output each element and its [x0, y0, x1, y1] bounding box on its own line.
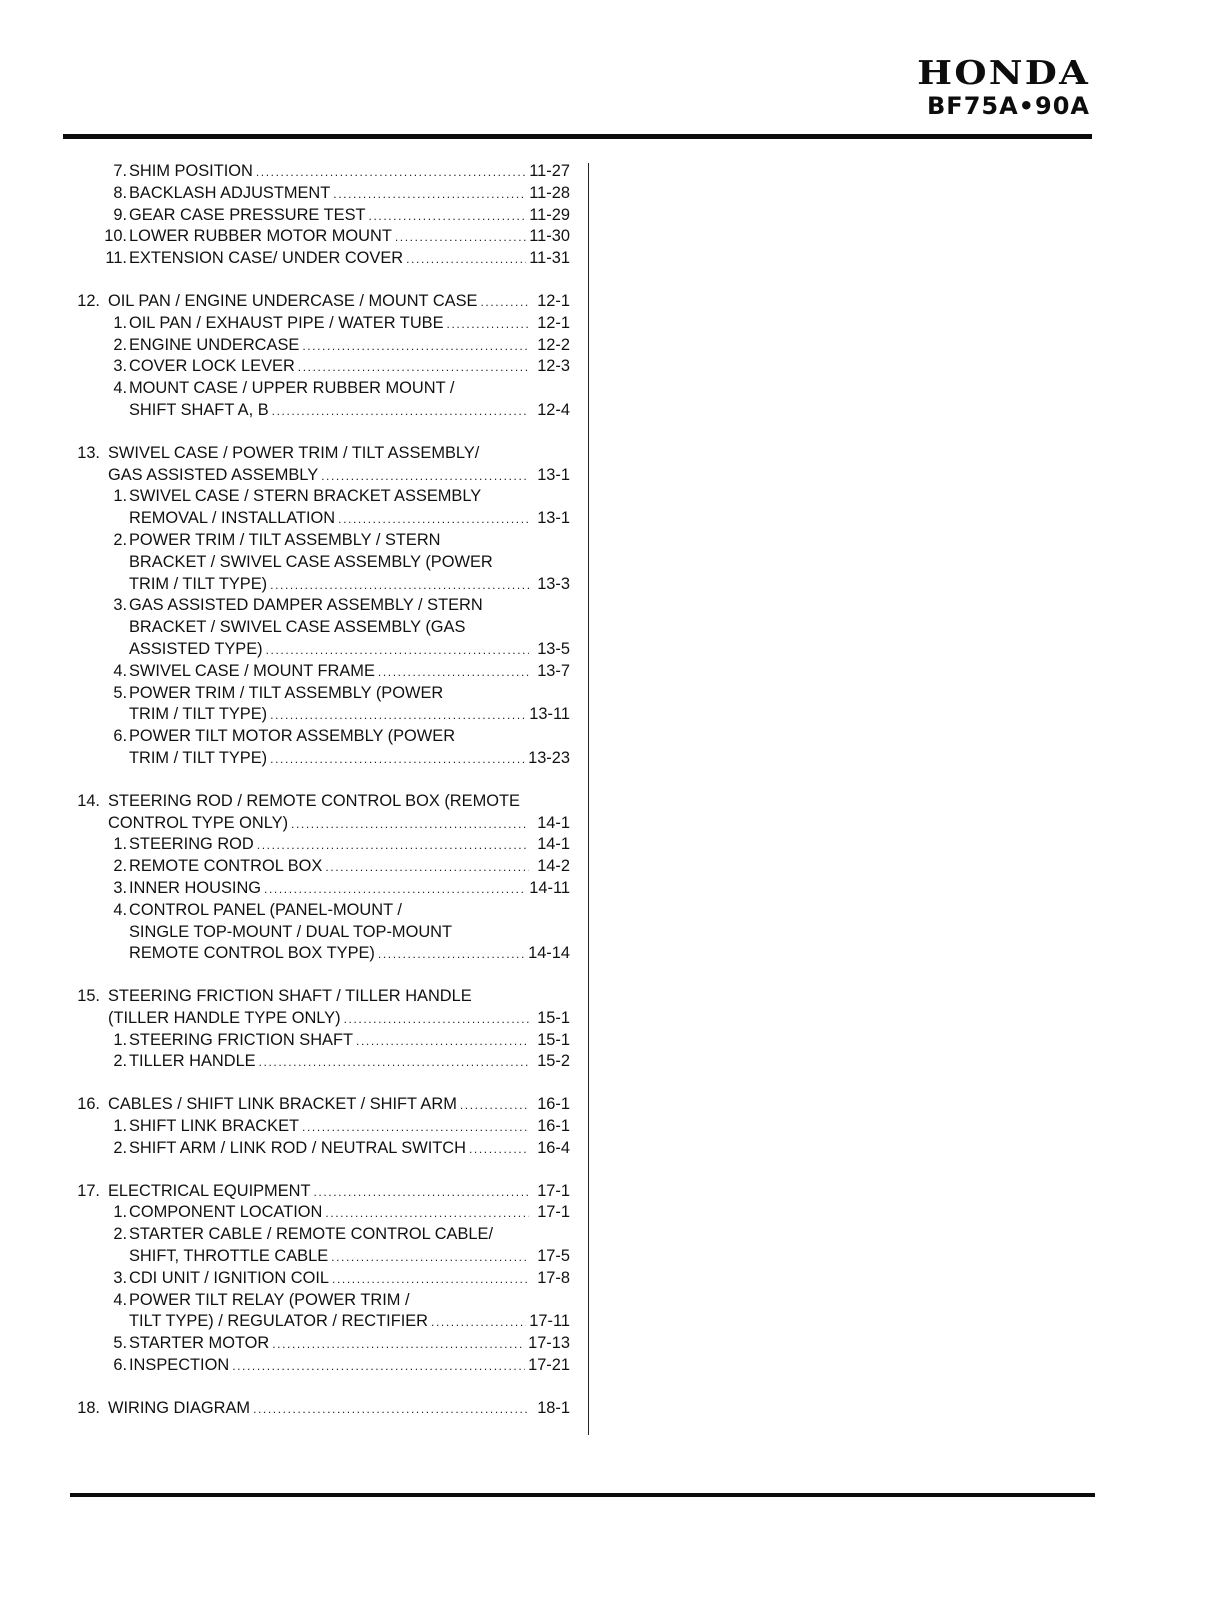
dot-leader	[325, 1203, 529, 1225]
dot-leader	[270, 705, 526, 727]
entry-title: MOUNT CASE / UPPER RUBBER MOUNT /	[129, 379, 455, 398]
page-number: 13-1	[537, 509, 570, 528]
page-number: 11-27	[529, 162, 570, 180]
page-number: 17-21	[528, 1356, 570, 1375]
page-number: 13-3	[537, 574, 570, 593]
page-number: 14-14	[528, 944, 570, 963]
dot-leader	[298, 357, 529, 379]
entry-title: ELECTRICAL EQUIPMENT	[108, 1181, 311, 1200]
dot-leader	[321, 466, 529, 488]
dot-leader	[266, 640, 529, 662]
page-number: 13-11	[529, 705, 570, 724]
entry-title: POWER TILT MOTOR ASSEMBLY (POWER	[129, 727, 456, 746]
toc-entry	[70, 530, 570, 552]
top-rule	[63, 134, 1092, 139]
entry-title: TRIM / TILT TYPE)	[129, 574, 268, 593]
entry-title: BACKLASH ADJUSTMENT	[129, 183, 331, 202]
page-number: 11-30	[529, 227, 570, 246]
toc-entry[interactable]	[70, 1333, 570, 1355]
page-number: 14-1	[537, 813, 570, 832]
toc-entry[interactable]	[70, 639, 570, 661]
entry-title: SHIFT, THROTTLE CABLE	[129, 1247, 329, 1266]
entry-title: CABLES / SHIFT LINK BRACKET / SHIFT ARM	[108, 1095, 457, 1114]
section-heading[interactable]	[70, 1398, 570, 1420]
toc-entry[interactable]	[70, 704, 570, 726]
page-number: 12-1	[537, 313, 570, 332]
entry-number: 2.	[113, 530, 127, 549]
toc-entry[interactable]	[70, 226, 570, 248]
toc-entry[interactable]	[70, 1355, 570, 1377]
page-number: 17-1	[537, 1203, 570, 1222]
page-number: 11-28	[529, 183, 570, 202]
entry-number: 6.	[113, 1356, 127, 1375]
dot-leader	[272, 401, 529, 423]
page-number: 17-11	[529, 1312, 570, 1331]
toc-entry[interactable]	[70, 1311, 570, 1333]
dot-leader	[356, 1031, 529, 1053]
entry-number: 11.	[105, 249, 127, 268]
toc-entry	[70, 595, 570, 617]
dot-leader	[253, 1399, 529, 1421]
page-number: 18-1	[537, 1398, 570, 1417]
page-number: 16-1	[537, 1117, 570, 1136]
entry-title: CDI UNIT / IGNITION COIL	[129, 1268, 330, 1287]
section-heading[interactable]	[70, 1008, 570, 1030]
entry-title: STARTER MOTOR	[129, 1334, 270, 1353]
dot-leader	[469, 1139, 529, 1161]
entry-title: GAS ASSISTED DAMPER ASSEMBLY / STERN	[129, 596, 483, 615]
entry-title: TRIM / TILT TYPE)	[129, 748, 268, 767]
entry-title: LOWER RUBBER MOTOR MOUNT	[129, 227, 392, 246]
toc-entry[interactable]	[70, 1116, 570, 1138]
page-number: 11-29	[529, 205, 570, 224]
entry-number: 4.	[113, 900, 127, 919]
toc-entry[interactable]	[70, 356, 570, 378]
entry-title: POWER TRIM / TILT ASSEMBLY / STERN	[129, 530, 441, 549]
dot-leader	[270, 575, 529, 597]
dot-leader	[256, 162, 526, 184]
dot-leader	[338, 509, 529, 531]
toc-entry[interactable]	[70, 313, 570, 335]
dot-leader	[257, 835, 529, 857]
toc-entry	[70, 378, 570, 400]
page-number: 14-1	[537, 835, 570, 854]
toc-entry[interactable]	[70, 205, 570, 227]
entry-title: (TILLER HANDLE TYPE ONLY)	[108, 1008, 341, 1027]
dot-leader	[302, 1117, 529, 1139]
toc-entry[interactable]	[70, 508, 570, 530]
entry-title: CONTROL TYPE ONLY)	[108, 813, 289, 832]
toc-entry	[70, 900, 570, 922]
entry-title: COMPONENT LOCATION	[129, 1203, 323, 1222]
page-number: 17-5	[537, 1247, 570, 1266]
toc-entry[interactable]	[70, 1138, 570, 1160]
toc-entry	[70, 617, 570, 639]
toc-section-11-cont	[70, 161, 570, 270]
toc-entry[interactable]	[70, 335, 570, 357]
entry-number: 1.	[113, 313, 127, 332]
entry-title: BRACKET / SWIVEL CASE ASSEMBLY (POWER	[129, 552, 493, 571]
toc-section-12	[70, 291, 570, 422]
section-heading	[70, 986, 570, 1008]
entry-number: 1.	[113, 1203, 127, 1222]
dot-leader	[232, 1356, 525, 1378]
entry-title: COVER LOCK LEVER	[129, 357, 295, 376]
entry-title: STEERING FRICTION SHAFT	[129, 1030, 354, 1049]
toc-entry	[70, 683, 570, 705]
page-number: 14-11	[529, 878, 570, 897]
entry-title: SWIVEL CASE / MOUNT FRAME	[129, 661, 375, 680]
toc-entry[interactable]	[70, 748, 570, 770]
entry-title: POWER TILT RELAY (POWER TRIM /	[129, 1290, 410, 1309]
dot-leader	[447, 314, 529, 336]
entry-number: 12.	[77, 291, 100, 310]
toc-entry[interactable]	[70, 856, 570, 878]
entry-title: SHIM POSITION	[129, 162, 253, 180]
entry-title: TILT TYPE) / REGULATOR / RECTIFIER	[129, 1312, 429, 1331]
section-heading[interactable]	[70, 291, 570, 313]
dot-leader	[314, 1182, 530, 1204]
toc-entry	[70, 726, 570, 748]
toc-section-13	[70, 443, 570, 770]
entry-number: 2.	[113, 857, 127, 876]
toc-entry[interactable]	[70, 248, 570, 270]
section-heading[interactable]	[70, 1094, 570, 1116]
entry-title: SWIVEL CASE / POWER TRIM / TILT ASSEMBLY/	[108, 443, 480, 462]
page-number: 13-7	[537, 661, 570, 680]
page-number: 12-4	[537, 400, 570, 419]
page-number: 12-2	[537, 335, 570, 354]
entry-title: REMOVAL / INSTALLATION	[129, 509, 336, 528]
toc-entry[interactable]	[70, 183, 570, 205]
entry-number: 5.	[113, 1334, 127, 1353]
entry-number: 4.	[113, 661, 127, 680]
entry-number: 2.	[113, 1138, 127, 1157]
toc-entry[interactable]	[70, 161, 570, 183]
section-heading[interactable]	[70, 465, 570, 487]
page-number: 13-23	[528, 748, 570, 767]
entry-number: 2.	[113, 335, 127, 354]
entry-title: POWER TRIM / TILT ASSEMBLY (POWER	[129, 683, 444, 702]
dot-leader	[480, 292, 529, 314]
page-number: 11-31	[529, 249, 570, 268]
entry-title: REMOTE CONTROL BOX TYPE)	[129, 944, 375, 963]
toc-entry[interactable]	[70, 1030, 570, 1052]
entry-number: 3.	[113, 878, 127, 897]
entry-number: 1.	[113, 1117, 127, 1136]
toc-entry[interactable]	[70, 943, 570, 965]
entry-title: CONTROL PANEL (PANEL-MOUNT /	[129, 900, 402, 919]
page-number: 14-2	[537, 857, 570, 876]
entry-number: 4.	[113, 1290, 127, 1309]
entry-title: GEAR CASE PRESSURE TEST	[129, 205, 366, 224]
entry-title: STEERING ROD	[129, 835, 254, 854]
entry-number: 14.	[77, 791, 100, 810]
table-of-contents	[70, 161, 570, 1441]
toc-section-14	[70, 791, 570, 965]
dot-leader	[331, 1247, 529, 1269]
entry-title: WIRING DIAGRAM	[108, 1398, 251, 1417]
entry-number: 13.	[77, 443, 100, 462]
toc-section-15	[70, 986, 570, 1073]
entry-number: 1.	[113, 835, 127, 854]
entry-title: EXTENSION CASE/ UNDER COVER	[129, 249, 404, 268]
dot-leader	[333, 184, 526, 206]
toc-entry[interactable]	[70, 1202, 570, 1224]
entry-title: STEERING FRICTION SHAFT / TILLER HANDLE	[108, 987, 472, 1006]
entry-title: SWIVEL CASE / STERN BRACKET ASSEMBLY	[129, 487, 482, 506]
entry-title: BRACKET / SWIVEL CASE ASSEMBLY (GAS	[129, 618, 466, 637]
entry-title: ASSISTED TYPE)	[129, 639, 263, 658]
bottom-rule	[70, 1493, 1095, 1497]
entry-number: 3.	[113, 1268, 127, 1287]
toc-entry	[70, 1290, 570, 1312]
page-number: 17-8	[537, 1268, 570, 1287]
header-brand	[917, 53, 1090, 120]
entry-number: 2.	[113, 1225, 127, 1244]
dot-leader	[378, 944, 525, 966]
page-number: 17-1	[537, 1181, 570, 1200]
entry-title: INSPECTION	[129, 1356, 230, 1375]
toc-entry[interactable]	[70, 1051, 570, 1073]
entry-title: OIL PAN / ENGINE UNDERCASE / MOUNT CASE	[108, 291, 478, 310]
toc-section-18	[70, 1398, 570, 1420]
entry-title: OIL PAN / EXHAUST PIPE / WATER TUBE	[129, 313, 444, 332]
entry-title: STEERING ROD / REMOTE CONTROL BOX (REMOTE	[108, 791, 520, 810]
entry-title: SHIFT LINK BRACKET	[129, 1117, 300, 1136]
page-number: 15-1	[537, 1008, 570, 1027]
page-number: 17-13	[528, 1334, 570, 1353]
toc-entry[interactable]	[70, 878, 570, 900]
entry-number: 3.	[113, 357, 127, 376]
dot-leader	[264, 879, 526, 901]
dot-leader	[291, 814, 529, 836]
dot-leader	[259, 1052, 529, 1074]
entry-number: 8.	[113, 183, 127, 202]
entry-number: 10.	[104, 227, 127, 246]
entry-number: 18.	[77, 1398, 100, 1417]
entry-title: STARTER CABLE / REMOTE CONTROL CABLE/	[129, 1225, 494, 1244]
dot-leader	[395, 227, 526, 249]
entry-title: INNER HOUSING	[129, 878, 262, 897]
dot-leader	[369, 206, 527, 228]
toc-entry	[70, 486, 570, 508]
dot-leader	[332, 1269, 529, 1291]
entry-number: 17.	[77, 1181, 100, 1200]
dot-leader	[325, 857, 529, 879]
entry-number: 16.	[77, 1095, 100, 1114]
page-number: 13-1	[537, 465, 570, 484]
dot-leader	[270, 749, 525, 771]
toc-entry	[70, 552, 570, 574]
entry-title: TILLER HANDLE	[129, 1052, 256, 1071]
dot-leader	[431, 1312, 526, 1334]
model-name: BF75A•90A	[927, 92, 1090, 120]
toc-section-16	[70, 1094, 570, 1159]
entry-number: 1.	[113, 1030, 127, 1049]
dot-leader	[378, 662, 529, 684]
entry-title: SHIFT ARM / LINK ROD / NEUTRAL SWITCH	[129, 1138, 466, 1157]
toc-entry[interactable]	[70, 574, 570, 596]
toc-entry[interactable]	[70, 400, 570, 422]
page-number: 15-1	[537, 1030, 570, 1049]
entry-number: 9.	[113, 205, 127, 224]
entry-number: 15.	[77, 987, 100, 1006]
entry-number: 2.	[113, 1052, 127, 1071]
dot-leader	[406, 249, 526, 271]
toc-entry[interactable]	[70, 834, 570, 856]
page-number: 12-3	[537, 357, 570, 376]
brand-logo-text: HONDA	[917, 53, 1090, 92]
entry-title: SHIFT SHAFT A, B	[129, 400, 269, 419]
page-number: 13-5	[537, 639, 570, 658]
section-heading[interactable]	[70, 813, 570, 835]
entry-title: SINGLE TOP-MOUNT / DUAL TOP-MOUNT	[129, 922, 453, 941]
entry-title: GAS ASSISTED ASSEMBLY	[108, 465, 319, 484]
page-number: 15-2	[537, 1052, 570, 1071]
entry-title: ENGINE UNDERCASE	[129, 335, 300, 354]
section-heading	[70, 791, 570, 813]
entry-number: 5.	[113, 683, 127, 702]
entry-number: 7.	[113, 162, 127, 180]
entry-title: TRIM / TILT TYPE)	[129, 705, 268, 724]
dot-leader	[460, 1095, 529, 1117]
toc-section-17	[70, 1181, 570, 1377]
entry-number: 1.	[113, 487, 127, 506]
dot-leader	[302, 336, 529, 358]
toc-entry	[70, 1224, 570, 1246]
dot-leader	[272, 1334, 525, 1356]
dot-leader	[344, 1009, 529, 1031]
entry-number: 3.	[113, 596, 127, 615]
toc-entry	[70, 922, 570, 944]
page-number: 16-1	[537, 1095, 570, 1114]
section-heading	[70, 443, 570, 465]
toc-entry[interactable]	[70, 1268, 570, 1290]
entry-title: REMOTE CONTROL BOX	[129, 857, 323, 876]
page-number: 12-1	[537, 291, 570, 310]
entry-number: 4.	[113, 379, 127, 398]
page-number: 16-4	[537, 1138, 570, 1157]
column-divider	[588, 163, 589, 1435]
entry-number: 6.	[113, 727, 127, 746]
toc-entry[interactable]	[70, 1246, 570, 1268]
section-heading[interactable]	[70, 1181, 570, 1203]
toc-entry[interactable]	[70, 661, 570, 683]
